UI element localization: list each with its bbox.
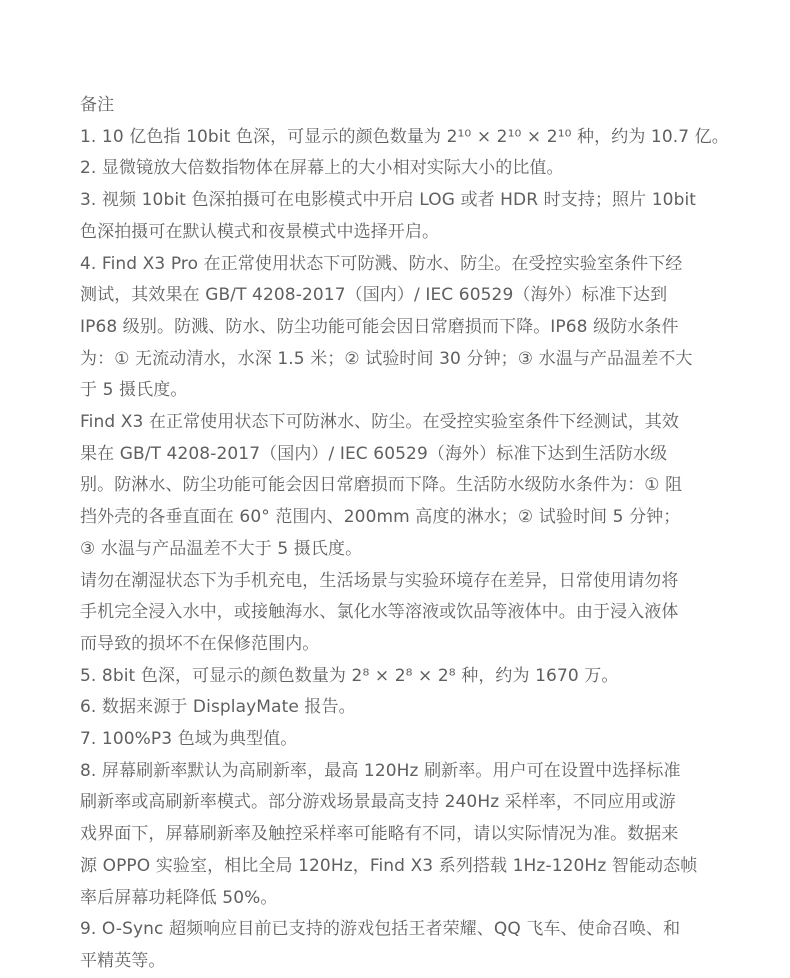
note-line: 9. O-Sync 超频响应目前已支持的游戏包括王者荣耀、QQ 飞车、使命召唤、和 <box>80 919 681 940</box>
note-line: 别。防淋水、防尘功能可能会因日常磨损而下降。生活防水级防水条件为：① 阻 <box>80 475 683 496</box>
note-line: 挡外壳的各垂直面在 60° 范围内、200mm 高度的淋水；② 试验时间 5 分钟； <box>80 507 681 528</box>
note-line: 戏界面下，屏幕刷新率及触控采样率可能略有不同，请以实际情况为准。数据来 <box>80 824 679 845</box>
note-line: 4. Find X3 Pro 在正常使用状态下可防溅、防水、防尘。在受控实验室条件下经 <box>80 253 683 274</box>
note-line: 率后屏幕功耗降低 50%。 <box>80 887 278 908</box>
note-line: 为：① 无流动清水，水深 1.5 米；② 试验时间 30 分钟；③ 水温与产品温差不大 <box>80 348 693 369</box>
notes-title: 备注 <box>80 95 115 115</box>
note-line: 5. 8bit 色深，可显示的颜色数量为 2⁸ × 2⁸ × 2⁸ 种，约为 1670 万。 <box>80 665 619 686</box>
note-line: 源 OPPO 实验室，相比全局 120Hz，Find X3 系列搭载 1Hz-120Hz 智能动态帧 <box>80 855 698 876</box>
note-line: 平精英等。 <box>80 950 166 971</box>
note-line: Find X3 在正常使用状态下可防淋水、防尘。在受控实验室条件下经测试，其效 <box>80 412 679 433</box>
note-line: 6. 数据来源于 DisplayMate 报告。 <box>80 697 356 718</box>
note-line: 1. 10 亿色指 10bit 色深，可显示的颜色数量为 2¹⁰ × 2¹⁰ × 2¹⁰ 种，约为 10.7 亿。 <box>80 126 729 147</box>
note-line: 于 5 摄氏度。 <box>80 380 188 401</box>
note-line: 2. 显微镜放大倍数指物体在屏幕上的大小相对实际大小的比值。 <box>80 158 564 179</box>
note-line: 刷新率或高刷新率模式。部分游戏场景最高支持 240Hz 采样率，不同应用或游 <box>80 792 676 813</box>
note-line: 手机完全浸入水中，或接触海水、氯化水等溶液或饮品等液体中。由于浸入液体 <box>80 602 679 623</box>
note-line: 测试，其效果在 GB/T 4208-2017（国内）/ IEC 60529（海外）标准下达到 <box>80 285 668 306</box>
note-line: 请勿在潮湿状态下为手机充电，生活场景与实验环境存在差异，日常使用请勿将 <box>80 570 679 591</box>
note-line: IP68 级别。防溅、防水、防尘功能可能会因日常磨损而下降。IP68 级防水条件 <box>80 316 679 337</box>
note-line: 8. 屏幕刷新率默认为高刷新率，最高 120Hz 刷新率。用户可在设置中选择标准 <box>80 760 681 781</box>
note-line: 色深拍摄可在默认模式和夜景模式中选择开启。 <box>80 221 440 242</box>
footnotes-section <box>80 90 740 978</box>
note-line: ③ 水温与产品温差不大于 5 摄氏度。 <box>80 538 363 559</box>
note-line: 而导致的损坏不在保修范围内。 <box>80 633 320 654</box>
note-line: 果在 GB/T 4208-2017（国内）/ IEC 60529（海外）标准下达到生活防水级 <box>80 443 668 464</box>
note-line: 7. 100%P3 色域为典型值。 <box>80 729 298 750</box>
note-line: 3. 视频 10bit 色深拍摄可在电影模式中开启 LOG 或者 HDR 时支持；照片 10bit <box>80 190 697 211</box>
